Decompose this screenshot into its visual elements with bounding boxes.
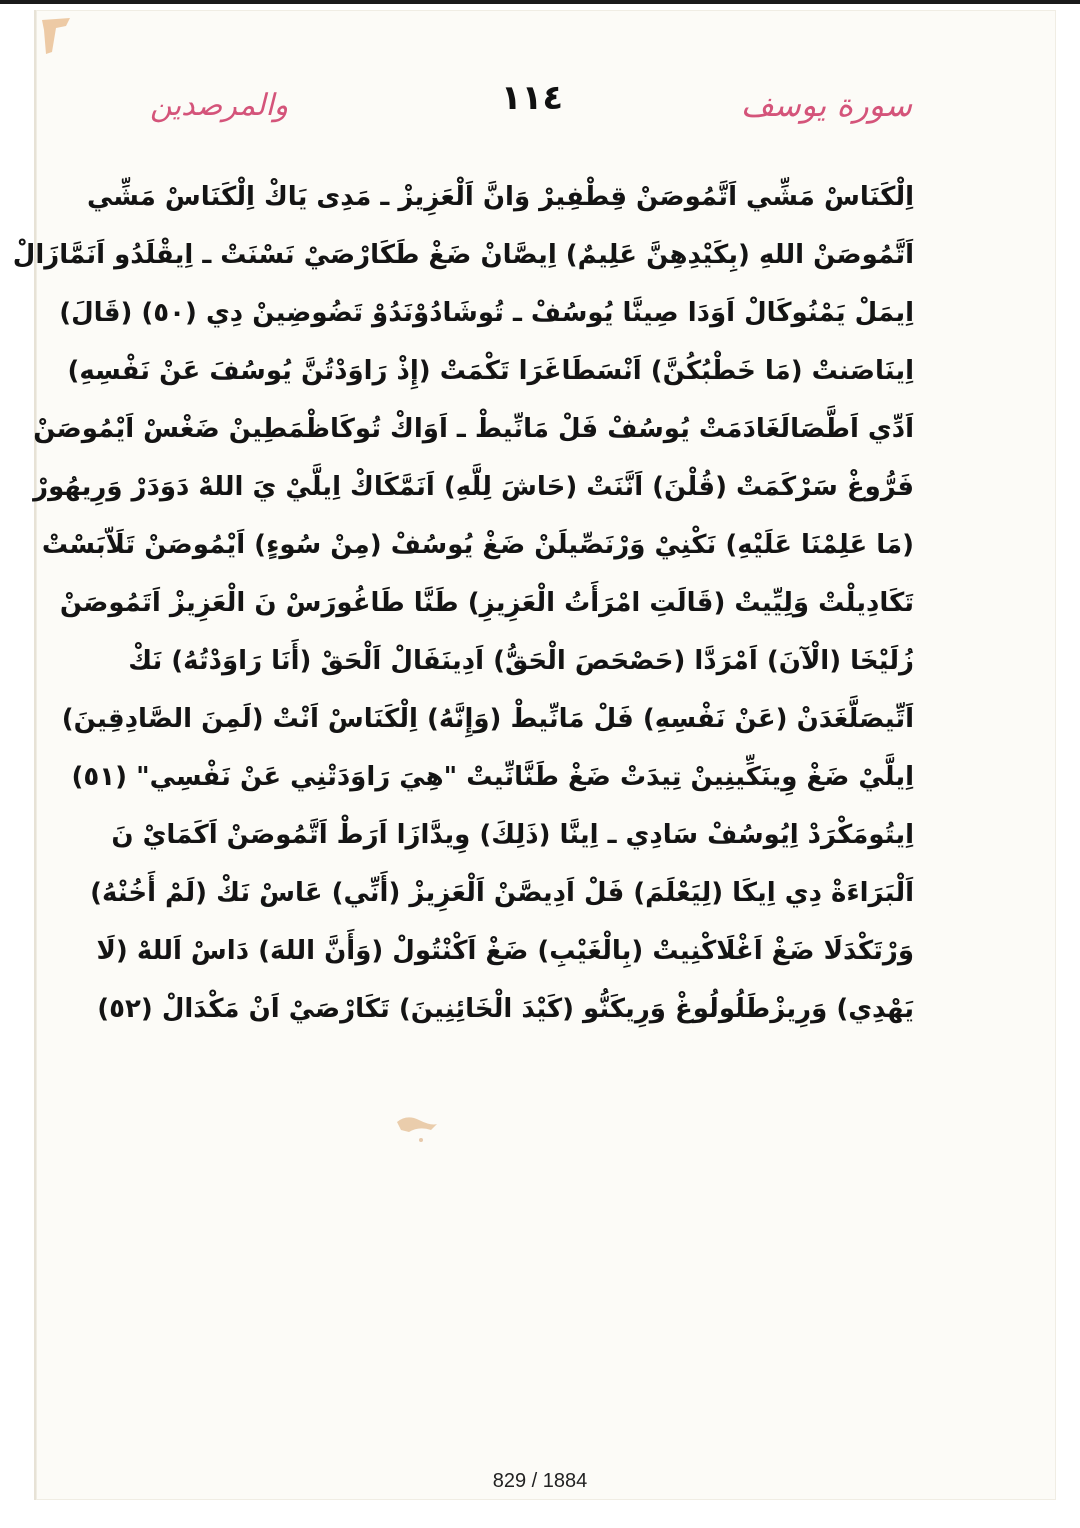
page-speck (391, 1108, 441, 1148)
handwritten-annotation-right: سورة يوسف (740, 86, 912, 124)
text-line: اِينَاصَنتْ (مَا خَطْبُكُنَّ) اَنْسَطَاغَرَا تَكْمَتْ (إِذْ رَاوَدْتُنَّ يُوسُفَ عَنْ نَفْسِهِ) (67, 356, 914, 386)
text-line: اَلْبَرَاءَةْ دِي اِيكَا (لِيَعْلَمَ) فَلْ اَدِيصَّنْ اَلْعَزِيزْ (أَنِّي) عَاسْ نَكْ (لَمْ أَخُنْهُ) (90, 878, 914, 908)
text-line: اَتِّيصَلَّغَدَنْ (عَنْ نَفْسِهِ) فَلْ مَانِّيطْ (وَإِنَّهُ) اِلْكَنَاسْ اَنْتْ (لَمِنَ الصَّادِقِينَ) (61, 704, 914, 734)
text-line: يَهْدِي) وَرِيزْطَلُولُوغْ وَرِيكَنُّو (كَيْدَ الْخَائِنِينَ) تَكَارْصَيْ اَنْ مَكْدَالْ (٥٢) (97, 994, 914, 1024)
corner-stain (40, 16, 76, 56)
text-line: اِلْكَنَاسْ مَشِّي اَتَّمُوصَنْ قِطْفِيرْ وَانَّ اَلْعَزِيزْ ـ مَدِى يَاكْ اِلْكَنَاسْ مَشِّي (86, 182, 914, 212)
text-line: اِيتُومَكْرَدْ اِيُوسُفْ سَادِي ـ اِينَّا (ذَلِكَ) وِيدَّازَا اَرَطْ اَتَّمُوصَنْ اَكَمَايْ نَ (111, 820, 914, 850)
text-line: اِيمَلْ يَمْنُوكَالْ اَوَدَا صِينَّا يُوسُفْ ـ تُوشَادُوْنَدُوْ تَضُوضِينْ دِي (٥٠) (قَالَ) (59, 298, 914, 328)
page-counter: 829 / 1884 (492, 1470, 588, 1492)
text-line: فَرُّوغْ سَرْكَمَتْ (قُلْنَ) اَنَّنَتْ (حَاشَ لِلَّهِ) اَنَمَّكَاكْ اِيلَّيْ يَ اللهْ دَوَدَرْ وَرِيهُورْ (33, 472, 914, 502)
text-line: اِيلَّيْ ضَغْ وِينَكِّينِينْ تِيدَتْ ضَغْ طَنَّانِّيتْ "هِيَ رَاوَدَتْنِي عَنْ نَفْسِي" (٥١) (71, 762, 914, 792)
viewer-top-border (0, 0, 1080, 4)
text-line: تَكَادِيلْتْ وَلِيِّيتْ (قَالَتِ امْرَأَتُ الْعَزِيزِ) طَنَّا طَاغُورَسْ نَ الْعَزِيزْ اَتَمُوصَنْ (59, 588, 914, 618)
text-line: اَدِّي اَطَّصَالَغَادَمَتْ يُوسُفْ فَلْ مَانِّيطْ ـ اَوَاكْ تُوكَاظْمَطِينْ ضَغْسْ اَيْمُوصَنْ (33, 414, 914, 444)
text-line: وَرْتَكْدَلَا ضَغْ اَغْلَاكْنِيتْ (بِالْغَيْبِ) ضَغْ اَكْنْتُولْ (وَأَنَّ اللهَ) دَاسْ اَللهْ (لَا (96, 936, 914, 966)
text-line: اَتَّمُوصَنْ اللهِ (بِكَيْدِهِنَّ عَلِيمٌ) اِيصَّانْ ضَغْ طَكَارْصَيْ نَسْنَتْ ـ اِيقْلَدُو اَنَمَّازَالْ (12, 240, 914, 270)
text-line: زُلَيْخَا (الْآنَ) اَمْرَدَّا (حَصْحَصَ الْحَقُّ) اَدِينَفَالْ اَلْحَقْ (أَنَا رَاوَدْتُهُ) نَكْ (128, 646, 914, 676)
page-body-text (12, 168, 914, 1038)
page-number: ١١٤ (500, 78, 564, 118)
text-line: (مَا عَلِمْنَا عَلَيْهِ) نَكْنِيْ وَرْنَصِّيلَنْ ضَغْ يُوسُفْ (مِنْ سُوءٍ) اَيْمُوصَنْ تَلَاّبَسْتْ (41, 530, 914, 560)
handwritten-annotation-left: والمرصدين (150, 88, 289, 123)
